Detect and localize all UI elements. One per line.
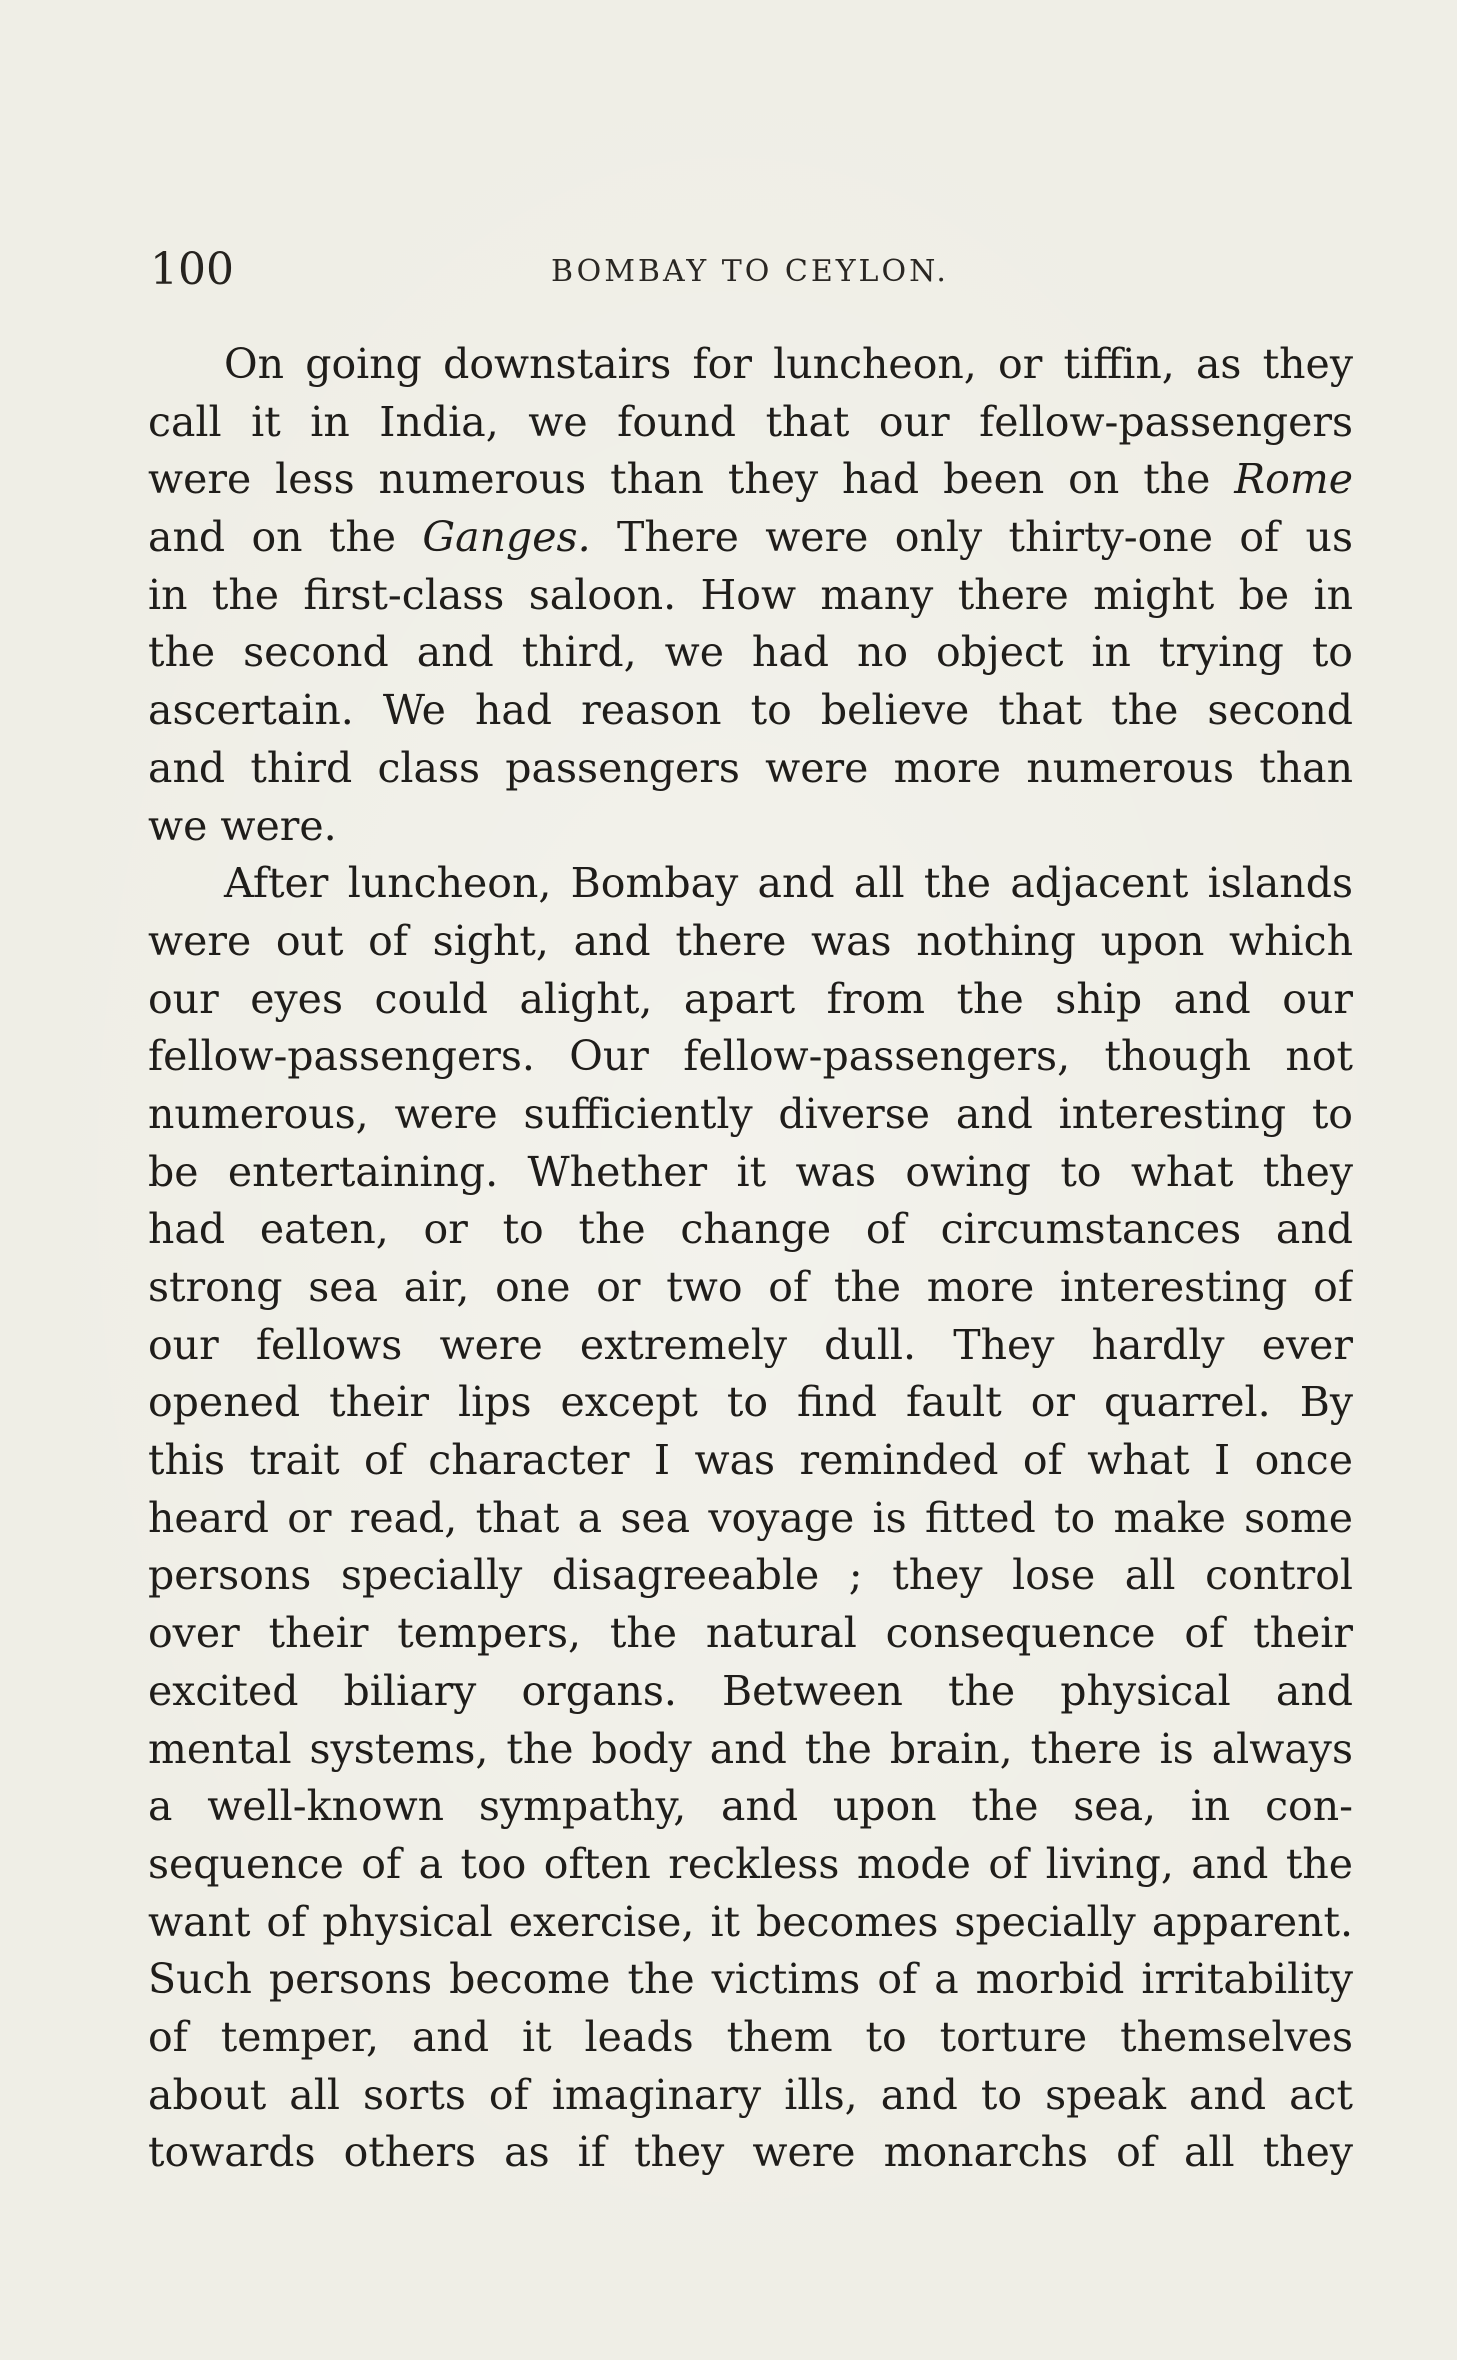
running-head xyxy=(150,240,1360,300)
text-line: persons specially disagreeable ; they lose all control xyxy=(148,1551,1353,1600)
text-line: we were. xyxy=(148,801,337,850)
ship-name-italic: Ganges. xyxy=(422,513,591,562)
text-line xyxy=(148,451,1353,509)
text-line: fellow-passengers. Our fellow-passengers, though not xyxy=(148,1032,1353,1081)
text-line: Such persons become the victims of a morbid irritability xyxy=(148,1955,1353,2004)
body-text xyxy=(148,336,1353,2182)
text-line: in the first-class saloon. How many there might be in xyxy=(148,570,1353,619)
text-line: our eyes could alight, apart from the ship and our xyxy=(148,974,1353,1023)
text-line: On going downstairs for luncheon, or tiffin, as they xyxy=(224,340,1353,388)
text-line: opened their lips except to find fault or quarrel. By xyxy=(148,1378,1353,1427)
text-span: were less numerous than they had been on the xyxy=(148,455,1235,504)
text-line: about all sorts of imaginary ills, and to speak and act xyxy=(148,2070,1353,2119)
page-number: 100 xyxy=(150,244,234,295)
text-line: excited biliary organs. Between the physical and xyxy=(148,1666,1353,1715)
text-line: be entertaining. Whether it was owing to what they xyxy=(148,1147,1353,1196)
text-line: and third class passengers were more numerous than xyxy=(148,743,1353,792)
text-line: want of physical exercise, it becomes specially apparent. xyxy=(148,1897,1353,1946)
text-line: of temper, and it leads them to torture themselves xyxy=(148,2012,1353,2061)
text-line: a well-known sympathy, and upon the sea, in con- xyxy=(148,1782,1353,1831)
text-line: ascertain. We had reason to believe that the second xyxy=(148,686,1353,735)
text-span: and on the xyxy=(148,513,423,562)
paragraph xyxy=(148,336,1353,855)
ship-name-italic: Rome xyxy=(1234,455,1353,504)
text-line: our fellows were extremely dull. They hardly ever xyxy=(148,1320,1353,1369)
paragraph xyxy=(148,855,1353,2182)
text-line: sequence of a too often reckless mode of living, and the xyxy=(148,1839,1353,1888)
text-line: towards others as if they were monarchs of all they xyxy=(148,2128,1353,2177)
text-line: strong sea air, one or two of the more interesting of xyxy=(148,1263,1353,1311)
text-line: After luncheon, Bombay and all the adjacent islands xyxy=(224,859,1353,908)
text-line: over their tempers, the natural consequence of their xyxy=(148,1609,1353,1658)
text-line: the second and third, we had no object in trying to xyxy=(148,628,1353,677)
text-line: call it in India, we found that our fellow-passengers xyxy=(148,397,1353,446)
running-title: BOMBAY TO CEYLON. xyxy=(551,254,949,289)
text-line: numerous, were sufficiently diverse and interesting to xyxy=(148,1089,1353,1138)
text-line: had eaten, or to the change of circumstances and xyxy=(148,1205,1353,1254)
text-line: were out of sight, and there was nothing upon which xyxy=(148,916,1353,965)
text-span: There were only thirty-one of us xyxy=(590,513,1353,562)
text-line: mental systems, the body and the brain, there is always xyxy=(148,1724,1353,1773)
text-line: this trait of character I was reminded of what I once xyxy=(148,1436,1353,1485)
text-line: heard or read, that a sea voyage is fitted to make some xyxy=(148,1493,1353,1542)
text-line xyxy=(148,509,1353,567)
